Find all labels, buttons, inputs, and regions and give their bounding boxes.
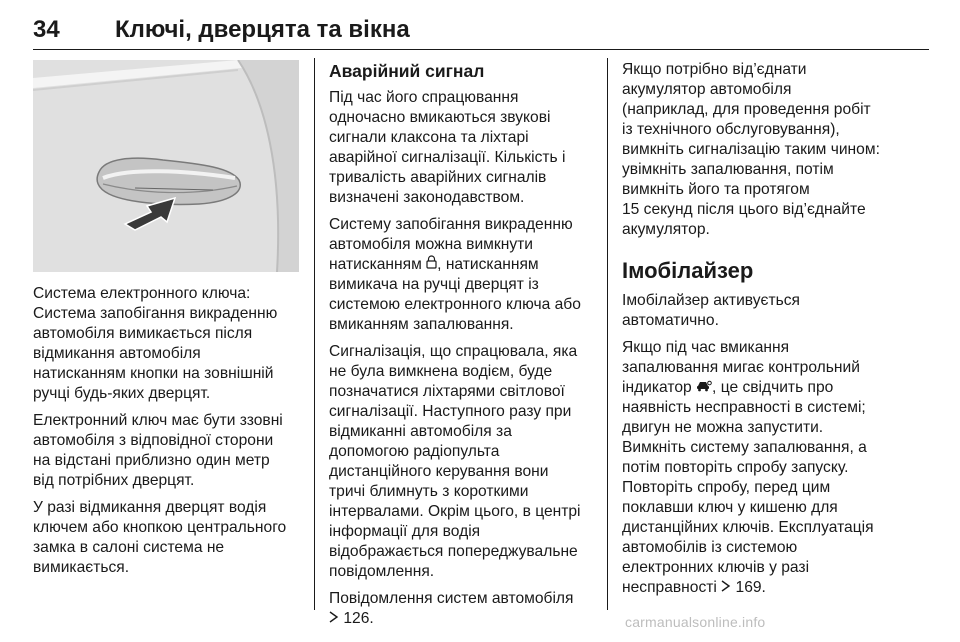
column-divider	[607, 58, 608, 610]
page-number: 34	[33, 16, 60, 43]
door-handle-drawing	[33, 60, 299, 272]
section-heading-immobilizer: Імобілайзер	[622, 258, 754, 283]
lock-icon	[426, 255, 437, 275]
page-reference[interactable]: 126.	[343, 610, 374, 627]
reference-arrow-icon	[721, 578, 731, 598]
immobilizer-car-key-icon	[696, 378, 712, 398]
paragraph: Якщо потрібно від’єднати акумулятор автомобіля (наприклад, для проведення робіт із технічного обслуговування), вимкніть сигналізацію таким чином: увімкніть запалювання, потім вимкніть його та протягом 15 секунд після цього від’єднайте акумулятор.	[622, 61, 880, 238]
paragraph: Систему запобігання викраденню автомобіля можна вимкнути натисканням , натисканням вимикача на ручці дверцят із системою електронного ключа або вмиканням запалювання.	[329, 216, 581, 333]
door-handle-illustration	[33, 60, 299, 272]
paragraph: У разі відмикання дверцят водія ключем або кнопкою центрального замка в салоні система не вимикається.	[33, 499, 287, 576]
page-reference[interactable]: 169.	[735, 579, 766, 596]
paragraph: Якщо під час вмикання запалювання мигає контрольний індикатор , це свідчить про наявність несправності в системі; двигун не можна запустити. Вимкніть систему запалювання, а потім повторіть спробу запуску. Повторіть спробу, перед цим поклавши ключ у кишеню для дистанційних ключів. Експлуатація автомобілів із системою електронних ключів у разі несправності 169.	[622, 339, 874, 596]
watermark-text: carmanualsonline.info	[625, 614, 766, 630]
column-middle	[329, 60, 597, 636]
column-divider	[314, 58, 315, 610]
section-heading-alarm: Аварійний сигнал	[329, 61, 485, 81]
page-title: Ключі, дверцята та вікна	[115, 16, 410, 43]
reference-arrow-icon	[329, 609, 339, 629]
paragraph: Повідомлення систем автомобіля 126.	[329, 590, 574, 627]
paragraph: Під час його спрацювання одночасно вмикаються звукові сигнали клаксона та ліхтарі аварійної сигналізації. Кількість і тривалість аварійних сигналів визначені законодавством.	[329, 89, 566, 206]
page-header	[33, 10, 929, 50]
paragraph: Електронний ключ має бути ззовні автомобіля з відповідної сторони на відстані приблизно один метр від потрібних дверцят.	[33, 412, 283, 489]
paragraph: Імобілайзер активується автоматично.	[622, 292, 800, 329]
column-left	[33, 60, 299, 585]
caption-text: Система електронного ключа: Система запобігання викраденню автомобіля вимикається після відмикання автомобіля натисканням кнопки на зовнішній ручці будь-яких дверцят.	[33, 285, 278, 402]
paragraph: Сигналізація, що спрацювала, яка не була вимкнена водієм, буде позначатися ліхтарями світлової сигналізації. Наступного разу при відмиканні автомобіля за допомогою радіопульта дистанційного керування вони тричі блимнуть з короткими інтервалами. Окрім цього, в центрі інформації для водія відображається попереджувальне повідомлення.	[329, 343, 581, 580]
column-right	[622, 60, 912, 605]
